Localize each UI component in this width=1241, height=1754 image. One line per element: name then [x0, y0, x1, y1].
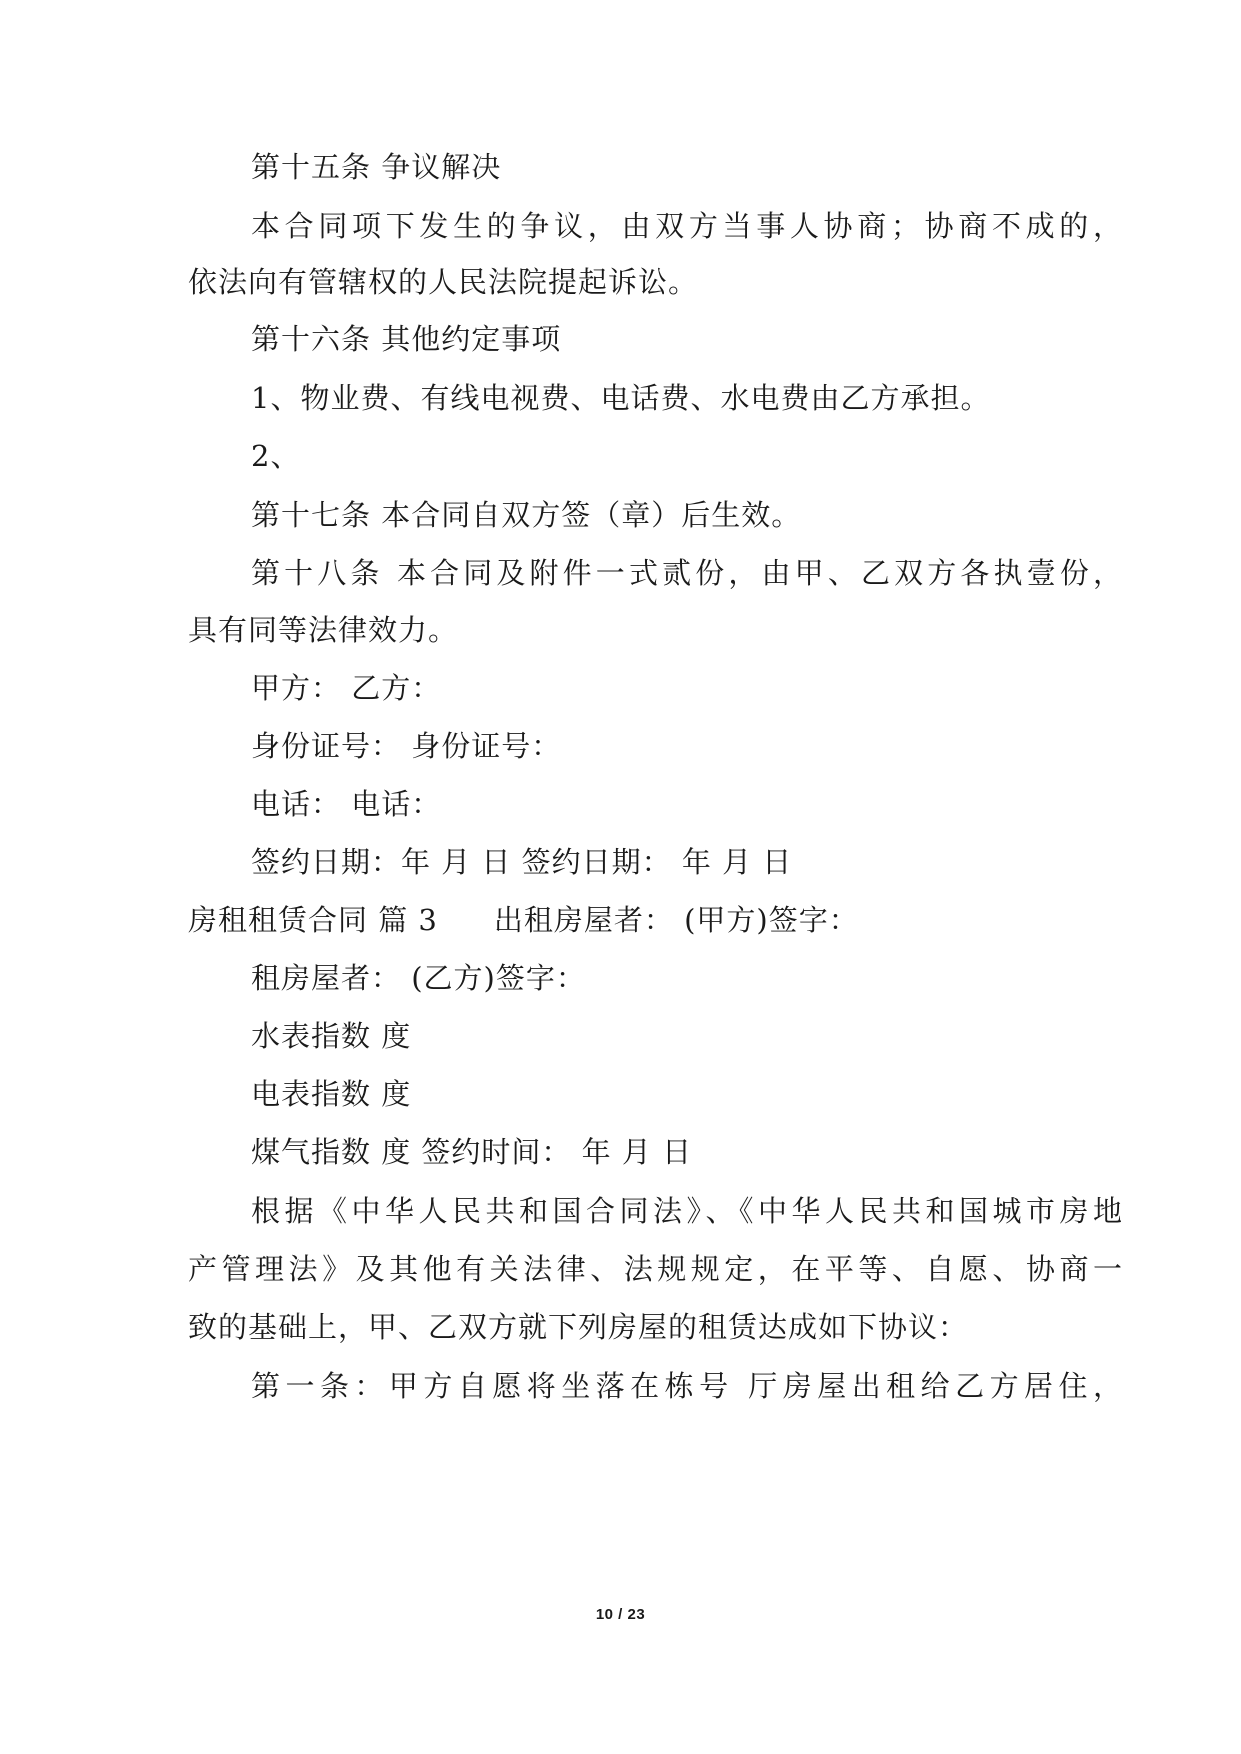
article-16-item-2: 2、: [251, 439, 301, 473]
article-17: 第十七条 本合同自双方签（章）后生效。: [251, 498, 802, 532]
preamble-line-2: 产管理法》及其他有关法律、法规规定，在平等、自愿、协商一: [188, 1252, 1123, 1286]
article-15-body-line-2: 依法向有管辖权的人民法院提起诉讼。: [188, 265, 699, 299]
article-18-line-2: 具有同等法律效力。: [188, 613, 459, 647]
section-heading-contract-3: [188, 902, 859, 938]
article-16-heading: 第十六条 其他约定事项: [251, 322, 562, 356]
page-number: 10 / 23: [595, 1606, 646, 1623]
electric-meter-reading: 电表指数 度: [251, 1077, 412, 1111]
article-1-line-1: 第一条：甲方自愿将坐落在栋号 厅房屋出租给乙方居住，: [251, 1369, 1123, 1403]
preamble-line-1: 根据《中华人民共和国合同法》、《中华人民共和国城市房地: [251, 1194, 1123, 1228]
signature-parties: 甲方： 乙方：: [251, 671, 442, 705]
signature-phones: 电话： 电话：: [251, 787, 442, 821]
preamble-line-3: 致的基础上，甲、乙双方就下列房屋的租赁达成如下协议：: [188, 1310, 969, 1344]
gas-meter-reading-and-sign-time: 煤气指数 度 签约时间： 年 月 日: [251, 1135, 693, 1169]
article-15-body-line-1: 本合同项下发生的争议，由双方当事人协商；协商不成的，: [251, 209, 1123, 243]
contract-3-title: 房租租赁合同 篇 3: [188, 903, 438, 937]
water-meter-reading: 水表指数 度: [251, 1019, 412, 1053]
article-16-item-1: 1、物业费、有线电视费、电话费、水电费由乙方承担。: [251, 381, 991, 415]
tenant-signature-label: 租房屋者： (乙方)签字：: [251, 961, 586, 995]
landlord-signature-label: 出租房屋者： (甲方)签字：: [493, 903, 859, 937]
article-18-line-1: 第十八条 本合同及附件一式贰份，由甲、乙双方各执壹份，: [251, 556, 1123, 590]
signature-id-numbers: 身份证号： 身份证号：: [251, 729, 562, 763]
signature-dates: 签约日期：年 月 日 签约日期： 年 月 日: [251, 845, 793, 879]
article-15-heading: 第十五条 争议解决: [251, 150, 502, 184]
